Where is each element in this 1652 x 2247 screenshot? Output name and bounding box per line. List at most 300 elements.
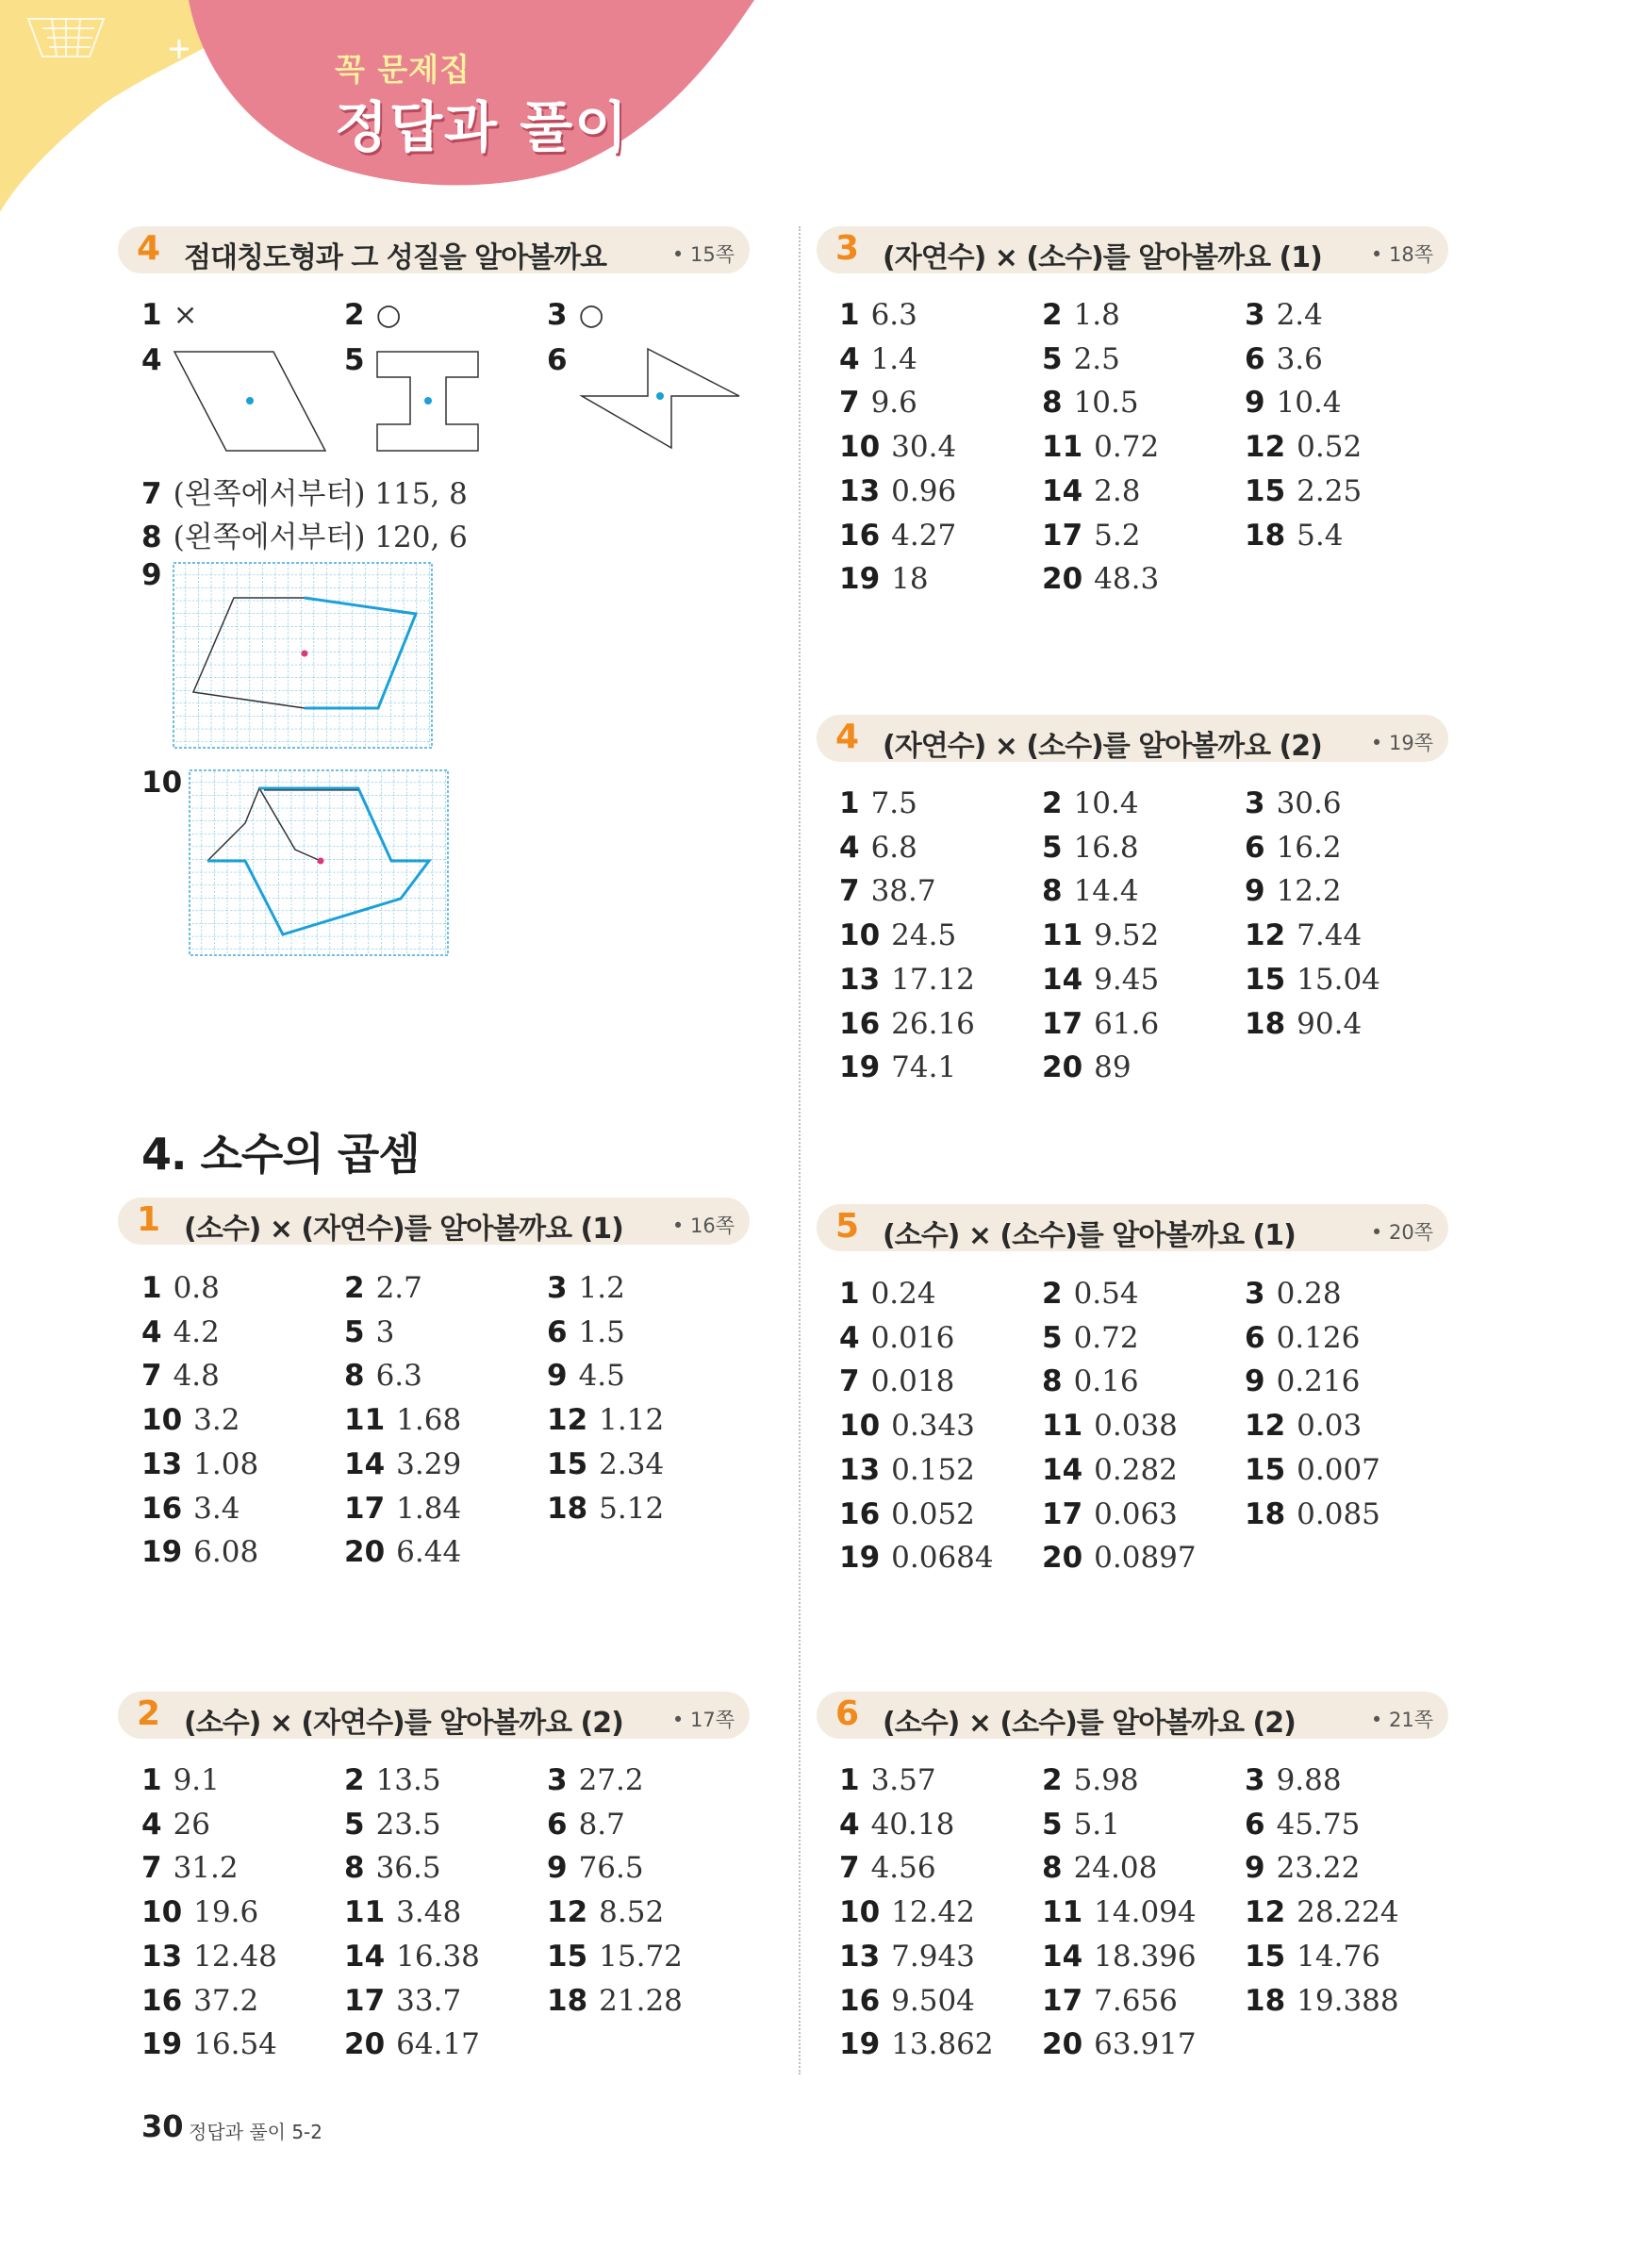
answer-item: 6 — [547, 343, 568, 377]
answer-value: 6.44 — [396, 1535, 462, 1570]
answer-item — [1042, 386, 1139, 420]
answer-value: 2.4 — [1276, 298, 1323, 332]
answer-number: 7 — [141, 1359, 162, 1394]
answer-value: 4.8 — [173, 1359, 220, 1394]
answer-value: 38.7 — [870, 874, 936, 909]
answer-value: 63.917 — [1094, 2027, 1197, 2062]
answer-item — [839, 1851, 936, 1885]
answer-number: 2 — [344, 1763, 365, 1797]
i-shape-figure — [372, 347, 486, 455]
answer-number: 6 — [1245, 341, 1265, 376]
answer-item — [839, 562, 929, 596]
answer-item — [1042, 1851, 1157, 1885]
column-divider — [799, 226, 801, 2074]
answer-number: 1 — [839, 786, 860, 820]
answer-item — [1042, 1453, 1178, 1487]
answer-item — [839, 2027, 994, 2061]
answer-number: 13 — [839, 473, 881, 508]
answer-value: 5.4 — [1297, 518, 1344, 553]
answer-item — [1245, 1808, 1360, 1842]
answer-value: 26.16 — [891, 1006, 975, 1041]
parallelogram-figure — [170, 347, 330, 455]
answer-number: 2 — [1042, 298, 1063, 332]
answer-number: 16 — [839, 1006, 881, 1041]
answer-number: 20 — [1042, 562, 1083, 597]
section-page: • 20쪽 — [1370, 1221, 1433, 1244]
answer-item — [141, 1535, 258, 1569]
answer-value: 4.56 — [870, 1851, 936, 1886]
answer-value: 23.5 — [375, 1807, 441, 1842]
answer-item — [839, 1050, 956, 1084]
answer-item — [839, 1984, 975, 2018]
answer-value: 6.3 — [870, 298, 917, 332]
answer-value: 0.8 — [173, 1271, 220, 1305]
answer-number: 13 — [839, 1452, 881, 1487]
answer-item — [839, 519, 956, 553]
answer-value: 23.22 — [1276, 1851, 1361, 1886]
answer-item — [839, 1409, 975, 1443]
answer-item — [344, 2027, 480, 2061]
section-header — [817, 226, 1448, 273]
answer-item — [344, 1763, 441, 1797]
answer-value: 31.2 — [173, 1851, 239, 1886]
answer-item — [1245, 1984, 1399, 2018]
answer-value: 0.16 — [1073, 1364, 1139, 1399]
answer-item — [344, 1359, 422, 1393]
section-header — [817, 1692, 1448, 1739]
answer-number: 9 — [1245, 1364, 1265, 1399]
answer-number: 14 — [344, 1939, 386, 1974]
answer-value: 0.085 — [1297, 1496, 1380, 1531]
answer-item — [1245, 1497, 1380, 1531]
answer-item — [1042, 1364, 1139, 1398]
answer-number: 1 — [141, 1271, 162, 1305]
answer-item — [839, 386, 917, 420]
answer-value: 12.2 — [1276, 874, 1342, 909]
answer-value: 1.2 — [578, 1271, 625, 1305]
answer-value: 3.6 — [1276, 341, 1323, 376]
chapter-title: 4. 소수의 곱셈 — [141, 1129, 420, 1180]
answer-number: 16 — [141, 1491, 183, 1526]
answer-value: 19.6 — [193, 1895, 259, 1930]
answer-value: 12.48 — [193, 1939, 277, 1974]
answer-number: 16 — [141, 1983, 183, 2018]
answer-value: 0.0684 — [891, 1541, 994, 1576]
answer-number: 14 — [1042, 962, 1083, 997]
answer-item — [1245, 1321, 1360, 1355]
answer-value: 4.5 — [578, 1359, 625, 1394]
answer-item — [344, 1940, 480, 1974]
answer-item — [839, 1453, 975, 1487]
answer-value: 0.018 — [870, 1364, 955, 1399]
answer-number: 5 — [1042, 1320, 1063, 1355]
answer-item — [547, 1271, 625, 1305]
header-title: 정답과 풀이 — [335, 95, 630, 159]
answer-number: 7 — [839, 874, 860, 909]
answer-number: 4 — [141, 1807, 162, 1842]
answer-item — [344, 1492, 461, 1526]
answer-item — [1042, 1541, 1197, 1575]
footer-text: 정답과 풀이 5-2 — [189, 2121, 322, 2143]
answer-item — [547, 1359, 625, 1393]
answer-value: 27.2 — [578, 1763, 644, 1797]
answer-value: 18 — [891, 562, 929, 597]
answer-number: 14 — [1042, 1452, 1083, 1487]
answer-number: 5 — [1042, 341, 1063, 376]
answer-number: 9 — [1245, 386, 1265, 421]
answer-number: 4 — [839, 341, 860, 376]
answer-value: 7.44 — [1297, 918, 1363, 953]
section-page: • 17쪽 — [671, 1709, 735, 1731]
answer-item — [1042, 1984, 1178, 2018]
answer-item — [141, 1851, 239, 1885]
answer-value: 0.54 — [1073, 1277, 1139, 1311]
answer-value: 21.28 — [599, 1983, 683, 2018]
answer-number: 14 — [344, 1446, 386, 1481]
answer-value: 24.5 — [891, 918, 957, 953]
answer-number: 11 — [344, 1403, 386, 1438]
answer-item — [141, 1315, 220, 1349]
answer-value: 9.1 — [173, 1763, 220, 1797]
answer-value: 9.6 — [870, 386, 917, 421]
answer-number: 6 — [547, 1314, 568, 1349]
section-header — [118, 1198, 750, 1245]
answer-item: 8 (왼쪽에서부터) 120, 6 — [141, 520, 468, 554]
answer-value: 40.18 — [870, 1807, 955, 1842]
answer-value: 6.3 — [375, 1359, 422, 1394]
answer-value: 5.98 — [1073, 1763, 1139, 1797]
answer-item — [1042, 1409, 1178, 1443]
answer-item — [344, 1447, 461, 1481]
answer-number: 7 — [839, 386, 860, 421]
answer-value: 1.12 — [599, 1403, 665, 1438]
answer-item — [1245, 1453, 1380, 1487]
answer-item — [839, 1940, 975, 1974]
section-number: 5 — [835, 1207, 860, 1246]
answer-value: 0.152 — [891, 1452, 975, 1487]
answer-item: 4 — [141, 343, 162, 377]
answer-item — [839, 918, 956, 952]
answer-number: 15 — [1245, 1452, 1286, 1487]
answer-value: 2.7 — [375, 1271, 422, 1305]
answer-value: 45.75 — [1276, 1807, 1361, 1842]
answer-item — [1245, 1763, 1342, 1797]
section-header — [118, 1692, 750, 1739]
answer-item — [1042, 562, 1159, 596]
answer-item — [1042, 1940, 1197, 1974]
answer-number: 15 — [1245, 1939, 1286, 1974]
answer-item: 1 × — [141, 298, 198, 332]
answer-number: 10 — [839, 430, 881, 465]
answer-number: 16 — [839, 1983, 881, 2018]
answer-number: 4 — [839, 1320, 860, 1355]
answer-item — [141, 2027, 277, 2061]
answer-value: 90.4 — [1297, 1006, 1363, 1041]
answer-item — [839, 1277, 936, 1311]
answer-number: 17 — [1042, 1983, 1083, 2018]
answer-number: 9 — [1245, 874, 1265, 909]
answer-value: 0.24 — [870, 1277, 936, 1311]
answer-value: 0.007 — [1297, 1452, 1380, 1487]
answer-item — [1245, 430, 1362, 464]
answer-item — [1042, 1763, 1139, 1797]
answer-value: 2.8 — [1094, 473, 1141, 508]
answer-item — [1245, 342, 1323, 376]
answer-value: 3.48 — [396, 1895, 462, 1930]
answer-item — [1042, 474, 1140, 508]
answer-number: 12 — [1245, 1895, 1286, 1930]
answer-number: 1 — [839, 1763, 860, 1797]
answer-value: 5.12 — [599, 1491, 665, 1526]
answer-item — [1245, 519, 1343, 553]
answer-value: 15.04 — [1297, 962, 1380, 997]
answer-value: 9.45 — [1094, 962, 1160, 997]
answer-value: 14.4 — [1073, 874, 1139, 909]
answer-number: 5 — [1042, 830, 1063, 865]
answer-value: 0.282 — [1094, 1452, 1178, 1487]
answer-number: 12 — [547, 1895, 588, 1930]
answer-number: 2 — [1042, 786, 1063, 820]
answer-value: 2.25 — [1297, 473, 1363, 508]
section-page: • 16쪽 — [671, 1214, 735, 1237]
answer-value: 13.5 — [375, 1763, 441, 1797]
answer-item — [141, 1403, 240, 1437]
section-title: (소수) × (자연수)를 알아볼까요 (2) — [184, 1707, 623, 1740]
section-number: 4 — [835, 718, 860, 756]
answer-item: 5 — [344, 343, 365, 377]
answer-number: 11 — [1042, 918, 1083, 953]
answer-value: 4.27 — [891, 518, 957, 553]
answer-value: 2.34 — [599, 1446, 665, 1481]
answer-item — [547, 1315, 625, 1349]
answer-value: 1.5 — [578, 1314, 625, 1349]
answer-number: 6 — [1245, 1320, 1265, 1355]
answer-value: 1.68 — [396, 1403, 462, 1438]
answer-number: 11 — [1042, 1895, 1083, 1930]
answer-value: 6.08 — [193, 1535, 259, 1570]
answer-number: 10 — [141, 1403, 183, 1438]
arrow-shape-figure — [577, 344, 742, 453]
answer-value: 89 — [1094, 1050, 1132, 1085]
answer-number: 18 — [547, 1491, 588, 1526]
answer-value: 9.504 — [891, 1983, 975, 2018]
answer-item — [1245, 1007, 1362, 1041]
answer-number: 18 — [1245, 1006, 1286, 1041]
section-page: • 21쪽 — [1370, 1709, 1433, 1731]
answer-item — [344, 1895, 461, 1929]
answer-number: 11 — [1042, 1409, 1083, 1444]
answer-number: 2 — [1042, 1763, 1063, 1797]
answer-value: 0.216 — [1276, 1364, 1361, 1399]
answer-number: 18 — [547, 1983, 588, 2018]
answer-value: 13.862 — [891, 2027, 994, 2062]
answer-number: 6 — [1245, 1807, 1265, 1842]
answer-value: 8.7 — [578, 1807, 625, 1842]
answer-item — [839, 1808, 954, 1842]
grid-figure-9 — [173, 562, 437, 751]
answer-number: 19 — [839, 1541, 881, 1576]
answer-value: 3.29 — [396, 1446, 462, 1481]
answer-item — [547, 1940, 683, 1974]
answer-item — [1245, 1940, 1380, 1974]
answer-item — [839, 786, 917, 820]
answer-item — [839, 1763, 936, 1797]
answer-value: 5.2 — [1094, 518, 1141, 553]
section-number: 3 — [835, 229, 860, 268]
answer-item — [344, 1271, 422, 1305]
answer-item — [1245, 786, 1342, 820]
answer-value: 37.2 — [193, 1983, 259, 2018]
answer-number: 15 — [1245, 473, 1286, 508]
answer-item — [344, 1403, 461, 1437]
answer-value: 7.656 — [1094, 1983, 1178, 2018]
answer-item — [141, 1940, 277, 1974]
answer-number: 17 — [344, 1983, 386, 2018]
answer-item: 7 (왼쪽에서부터) 115, 8 — [141, 477, 468, 511]
answer-number: 18 — [1245, 1496, 1286, 1531]
answer-number: 4 — [839, 830, 860, 865]
header-subtitle: 꼭 문제집 — [335, 51, 471, 88]
section-header — [118, 226, 750, 273]
answer-item — [1042, 298, 1120, 332]
answer-number: 1 — [141, 1763, 162, 1797]
answer-number: 16 — [839, 1496, 881, 1531]
answer-item — [1042, 831, 1139, 865]
answer-value: 7.943 — [891, 1939, 975, 1974]
answer-number: 8 — [1042, 1851, 1063, 1886]
answer-number: 12 — [547, 1403, 588, 1438]
answer-number: 4 — [141, 1314, 162, 1349]
answer-number: 5 — [1042, 1807, 1063, 1842]
answer-number: 13 — [839, 962, 881, 997]
answer-item — [1042, 342, 1120, 376]
answer-number: 19 — [839, 2027, 881, 2062]
answer-item — [547, 1808, 625, 1842]
answer-value: 5.1 — [1073, 1807, 1120, 1842]
section-title: (소수) × (소수)를 알아볼까요 (2) — [883, 1707, 1296, 1740]
answer-item — [1042, 874, 1139, 908]
section-header — [817, 715, 1448, 762]
answer-item — [1042, 1277, 1139, 1311]
answer-number: 19 — [839, 562, 881, 597]
answer-value: 10.5 — [1073, 386, 1139, 421]
answer-number: 3 — [1245, 1763, 1265, 1797]
answer-item — [1245, 1364, 1360, 1398]
answer-item — [1042, 1007, 1159, 1041]
section-number: 4 — [137, 229, 161, 268]
answer-value: 3.2 — [193, 1403, 240, 1438]
answer-number: 20 — [344, 1535, 386, 1570]
answer-value: 30.4 — [891, 430, 957, 465]
answer-value: 48.3 — [1094, 562, 1160, 597]
answer-item — [141, 1984, 258, 2018]
answer-value: 0.96 — [891, 473, 957, 508]
answer-item — [839, 298, 917, 332]
section-title: (자연수) × (소수)를 알아볼까요 (2) — [883, 730, 1322, 763]
answer-number: 4 — [839, 1807, 860, 1842]
answer-number: 17 — [344, 1491, 386, 1526]
answer-number: 8 — [1042, 1364, 1063, 1399]
answer-item — [344, 1808, 441, 1842]
answer-item — [839, 474, 956, 508]
answer-value: 26 — [173, 1807, 211, 1842]
answer-number: 3 — [547, 1763, 568, 1797]
section-page: • 15쪽 — [671, 243, 735, 266]
answer-item — [1245, 1277, 1342, 1311]
answer-item — [141, 1447, 258, 1481]
page-number: 30 — [141, 2108, 184, 2144]
answer-number: 6 — [1245, 830, 1265, 865]
answer-value: 3.57 — [870, 1763, 936, 1797]
answer-number: 19 — [141, 1535, 183, 1570]
answer-value: 0.343 — [891, 1409, 975, 1444]
answer-item — [1042, 1497, 1178, 1531]
answer-item — [547, 1984, 683, 2018]
answer-item — [344, 1535, 461, 1569]
answer-item — [1245, 963, 1380, 997]
answer-value: 28.224 — [1297, 1895, 1399, 1930]
answer-item — [1042, 786, 1139, 820]
answer-value: 74.1 — [891, 1050, 957, 1085]
answer-item — [1245, 1409, 1362, 1443]
answer-number: 17 — [1042, 1496, 1083, 1531]
answer-item — [839, 1321, 954, 1355]
answer-item — [547, 1492, 664, 1526]
answer-value: 9.88 — [1276, 1763, 1342, 1797]
answer-item — [141, 1808, 210, 1842]
answer-value: 16.8 — [1073, 830, 1139, 865]
answer-number: 20 — [1042, 2027, 1083, 2062]
answer-number: 7 — [839, 1851, 860, 1886]
answer-value: 17.12 — [891, 962, 975, 997]
answer-value: 0.52 — [1297, 430, 1363, 465]
answer-number: 10 — [839, 918, 881, 953]
answer-number: 10 — [839, 1409, 881, 1444]
answer-item — [839, 342, 917, 376]
answer-number: 15 — [547, 1939, 588, 1974]
answer-item — [1245, 1851, 1360, 1885]
answer-value: 30.6 — [1276, 786, 1342, 820]
answer-item — [1245, 831, 1342, 865]
answer-value: 10.4 — [1073, 786, 1139, 820]
answer-number: 3 — [1245, 1277, 1265, 1311]
answer-item — [547, 1403, 664, 1437]
answer-number: 8 — [1042, 874, 1063, 909]
answer-value: 14.76 — [1297, 1939, 1380, 1974]
answer-value: 9.52 — [1094, 918, 1160, 953]
answer-number: 17 — [1042, 1006, 1083, 1041]
answer-value: 10.4 — [1276, 386, 1342, 421]
answer-value: 14.094 — [1094, 1895, 1197, 1930]
answer-number: 18 — [1245, 518, 1286, 553]
answer-item — [1245, 1895, 1399, 1929]
answer-value: 16.38 — [396, 1939, 480, 1974]
section-title: (소수) × (자연수)를 알아볼까요 (1) — [184, 1213, 623, 1246]
answer-item — [1042, 1321, 1139, 1355]
answer-item — [141, 1492, 240, 1526]
answer-item — [839, 963, 975, 997]
answer-value: 0.126 — [1276, 1320, 1361, 1355]
answer-item — [547, 1851, 644, 1885]
section-page: • 18쪽 — [1370, 243, 1433, 266]
section-header — [817, 1204, 1448, 1251]
answer-item — [1042, 1808, 1120, 1842]
answer-number: 12 — [1245, 918, 1286, 953]
answer-item — [344, 1984, 461, 2018]
answer-item — [1245, 474, 1362, 508]
answer-number: 7 — [839, 1364, 860, 1399]
answer-item — [547, 1447, 664, 1481]
